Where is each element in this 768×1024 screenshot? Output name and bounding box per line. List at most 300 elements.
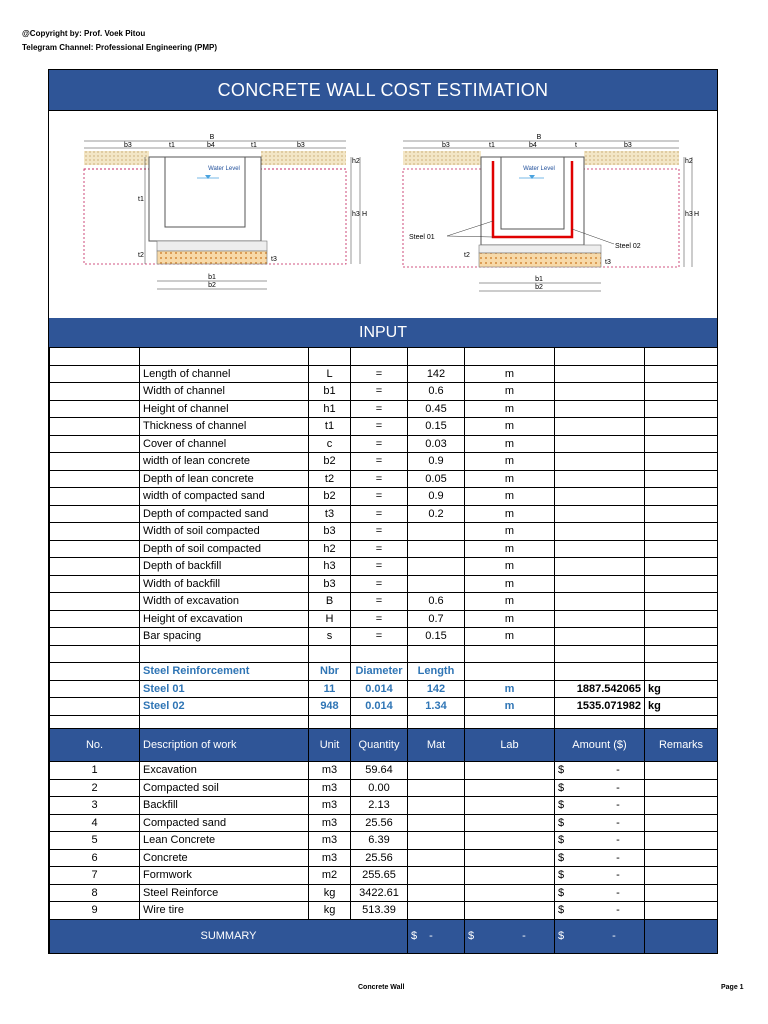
input-row <box>50 470 718 488</box>
work-description: Formwork <box>140 867 309 885</box>
work-lab <box>465 797 555 815</box>
cost-table <box>49 728 718 954</box>
input-description: Width of channel <box>140 383 309 401</box>
work-remarks <box>645 779 718 797</box>
work-remarks <box>645 762 718 780</box>
input-description: Depth of compacted sand <box>140 505 309 523</box>
input-value: 0.9 <box>408 488 465 506</box>
sheet-title: CONCRETE WALL COST ESTIMATION <box>49 70 717 110</box>
input-symbol: h2 <box>309 540 351 558</box>
dim-label-t3: t3 <box>271 256 277 263</box>
amount-cell <box>555 849 645 867</box>
work-quantity: 0.00 <box>351 779 408 797</box>
dim-label-t1: t1 <box>489 142 495 149</box>
input-unit: m <box>465 400 555 418</box>
input-equals: = <box>351 435 408 453</box>
work-number: 4 <box>50 814 140 832</box>
currency-symbol: $ <box>558 886 565 899</box>
input-description: Depth of lean concrete <box>140 470 309 488</box>
empty-cell <box>555 505 645 523</box>
work-row <box>50 762 718 780</box>
header-description: Description of work <box>140 729 309 762</box>
work-unit: m3 <box>309 849 351 867</box>
input-description: Width of excavation <box>140 593 309 611</box>
work-lab <box>465 867 555 885</box>
work-quantity: 59.64 <box>351 762 408 780</box>
currency-symbol: $ <box>468 930 475 942</box>
input-symbol: h3 <box>309 558 351 576</box>
work-lab <box>465 849 555 867</box>
work-row <box>50 832 718 850</box>
empty-cell <box>50 383 140 401</box>
empty-cell <box>555 488 645 506</box>
input-equals: = <box>351 505 408 523</box>
amount-cell <box>555 779 645 797</box>
empty-cell <box>309 645 351 663</box>
work-quantity: 513.39 <box>351 902 408 920</box>
input-equals: = <box>351 365 408 383</box>
input-equals: = <box>351 418 408 436</box>
input-row <box>50 523 718 541</box>
input-row <box>50 400 718 418</box>
work-row <box>50 867 718 885</box>
input-row <box>50 488 718 506</box>
input-row <box>50 453 718 471</box>
empty-cell <box>555 383 645 401</box>
summary-value: - <box>429 930 433 942</box>
amount-value: - <box>616 781 620 794</box>
steel-row <box>50 680 718 698</box>
input-value <box>408 523 465 541</box>
work-description: Concrete <box>140 849 309 867</box>
empty-cell <box>351 645 408 663</box>
work-quantity: 25.56 <box>351 849 408 867</box>
amount-cell <box>555 832 645 850</box>
header-remarks: Remarks <box>645 729 718 762</box>
work-number: 3 <box>50 797 140 815</box>
input-unit: m <box>465 470 555 488</box>
input-equals: = <box>351 575 408 593</box>
work-row <box>50 884 718 902</box>
empty-cell <box>50 593 140 611</box>
input-table <box>49 347 718 733</box>
steel-weight: 1535.071982 <box>555 698 645 716</box>
empty-cell <box>555 663 645 681</box>
input-symbol: b3 <box>309 523 351 541</box>
work-number: 9 <box>50 902 140 920</box>
amount-value: - <box>616 904 620 917</box>
steel-name: Steel 02 <box>140 698 309 716</box>
work-lab <box>465 762 555 780</box>
dim-label-t3: t3 <box>605 259 611 266</box>
amount-cell <box>555 867 645 885</box>
work-description: Wire tire <box>140 902 309 920</box>
input-unit: m <box>465 505 555 523</box>
work-unit: m2 <box>309 867 351 885</box>
steel-header-diameter: Diameter <box>351 663 408 681</box>
input-symbol: L <box>309 365 351 383</box>
amount-value: - <box>616 851 620 864</box>
input-description: Width of backfill <box>140 575 309 593</box>
input-symbol: H <box>309 610 351 628</box>
input-symbol: b1 <box>309 383 351 401</box>
steel-diameter: 0.014 <box>351 680 408 698</box>
input-symbol: b3 <box>309 575 351 593</box>
input-symbol: c <box>309 435 351 453</box>
summary-mat <box>408 919 465 953</box>
footer-page-number: Page 1 <box>721 984 744 991</box>
input-description: Depth of soil compacted <box>140 540 309 558</box>
work-quantity: 2.13 <box>351 797 408 815</box>
work-unit: m3 <box>309 814 351 832</box>
empty-cell <box>645 610 718 628</box>
empty-cell <box>645 540 718 558</box>
dim-label-b2: b2 <box>535 284 543 291</box>
empty-cell <box>645 628 718 646</box>
empty-cell <box>645 453 718 471</box>
work-unit: m3 <box>309 797 351 815</box>
cross-section-drawings <box>49 110 717 319</box>
dim-label-h2: h2 <box>685 158 693 165</box>
input-symbol: b2 <box>309 453 351 471</box>
empty-cell <box>645 593 718 611</box>
empty-cell <box>50 453 140 471</box>
work-row <box>50 797 718 815</box>
empty-cell <box>555 470 645 488</box>
input-equals: = <box>351 400 408 418</box>
dim-label-b4: b4 <box>529 142 537 149</box>
work-quantity: 255.65 <box>351 867 408 885</box>
input-section-title: INPUT <box>49 318 717 347</box>
water-level-label: Water Level <box>523 166 555 172</box>
input-unit: m <box>465 540 555 558</box>
input-unit: m <box>465 593 555 611</box>
input-unit: m <box>465 418 555 436</box>
steel-header-row <box>50 663 718 681</box>
steel-name: Steel 01 <box>140 680 309 698</box>
empty-cell <box>555 523 645 541</box>
work-quantity: 6.39 <box>351 832 408 850</box>
work-remarks <box>645 797 718 815</box>
empty-cell <box>645 523 718 541</box>
work-unit: kg <box>309 902 351 920</box>
empty-cell <box>645 383 718 401</box>
currency-symbol: $ <box>558 816 565 829</box>
header-no: No. <box>50 729 140 762</box>
work-remarks <box>645 867 718 885</box>
input-symbol: t1 <box>309 418 351 436</box>
input-unit: m <box>465 488 555 506</box>
input-value: 0.05 <box>408 470 465 488</box>
input-value: 0.7 <box>408 610 465 628</box>
input-row <box>50 610 718 628</box>
work-remarks <box>645 832 718 850</box>
input-row <box>50 558 718 576</box>
input-description: Width of soil compacted <box>140 523 309 541</box>
input-row <box>50 540 718 558</box>
work-lab <box>465 832 555 850</box>
empty-cell <box>555 435 645 453</box>
dim-label-b3-right: b3 <box>297 142 305 149</box>
work-row <box>50 849 718 867</box>
empty-cell <box>555 400 645 418</box>
work-row <box>50 902 718 920</box>
empty-cell <box>50 435 140 453</box>
work-mat <box>408 902 465 920</box>
channel-text: Telegram Channel: Professional Engineering (PMP) <box>22 43 217 52</box>
currency-symbol: $ <box>558 869 565 882</box>
input-description: Thickness of channel <box>140 418 309 436</box>
empty-cell <box>645 505 718 523</box>
empty-cell <box>50 663 140 681</box>
summary-label: SUMMARY <box>50 919 408 953</box>
dim-label-b1: b1 <box>535 276 543 283</box>
dim-label-t2: t2 <box>464 252 470 259</box>
work-number: 2 <box>50 779 140 797</box>
empty-cell <box>50 470 140 488</box>
dim-label-b3: b3 <box>124 142 132 149</box>
empty-cell <box>645 418 718 436</box>
empty-cell <box>465 663 555 681</box>
currency-symbol: $ <box>558 764 565 777</box>
amount-value: - <box>616 764 620 777</box>
steel-header-length: Length <box>408 663 465 681</box>
work-mat <box>408 797 465 815</box>
empty-cell <box>50 628 140 646</box>
header-quantity: Quantity <box>351 729 408 762</box>
dim-label-h2: h2 <box>352 158 360 165</box>
empty-cell <box>50 698 140 716</box>
header-mat: Mat <box>408 729 465 762</box>
steel-length: 1.34 <box>408 698 465 716</box>
input-symbol: s <box>309 628 351 646</box>
input-equals: = <box>351 470 408 488</box>
input-value: 0.6 <box>408 383 465 401</box>
header-lab: Lab <box>465 729 555 762</box>
input-description: width of lean concrete <box>140 453 309 471</box>
dim-label-b3: b3 <box>442 142 450 149</box>
work-mat <box>408 884 465 902</box>
input-row <box>50 365 718 383</box>
input-description: Length of channel <box>140 365 309 383</box>
summary-row <box>50 919 718 953</box>
work-number: 6 <box>50 849 140 867</box>
dim-label-H: H <box>694 211 700 218</box>
empty-cell <box>50 558 140 576</box>
work-description: Compacted soil <box>140 779 309 797</box>
input-equals: = <box>351 593 408 611</box>
input-description: Bar spacing <box>140 628 309 646</box>
empty-cell <box>50 523 140 541</box>
amount-cell <box>555 797 645 815</box>
input-value: 0.15 <box>408 418 465 436</box>
empty-cell <box>645 470 718 488</box>
input-unit: m <box>465 575 555 593</box>
empty-cell <box>465 645 555 663</box>
input-equals: = <box>351 540 408 558</box>
currency-symbol: $ <box>558 904 565 917</box>
summary-value: - <box>612 930 616 942</box>
input-value: 0.2 <box>408 505 465 523</box>
amount-value: - <box>616 869 620 882</box>
steel-weight-unit: kg <box>645 698 718 716</box>
work-mat <box>408 867 465 885</box>
dim-label-B: B <box>209 134 215 141</box>
water-level-label: Water Level <box>208 166 240 172</box>
dim-label-b1: b1 <box>208 274 216 281</box>
empty-cell <box>645 435 718 453</box>
input-equals: = <box>351 383 408 401</box>
summary-remarks <box>645 919 718 953</box>
empty-cell <box>645 400 718 418</box>
cost-header-row <box>50 729 718 762</box>
dim-label-t2: t2 <box>138 252 144 259</box>
empty-cell <box>50 610 140 628</box>
blank-row <box>50 645 718 663</box>
work-lab <box>465 902 555 920</box>
work-number: 7 <box>50 867 140 885</box>
copyright-text: @Copyright by: Prof. Voek Pitou <box>22 29 146 38</box>
input-row <box>50 593 718 611</box>
currency-symbol: $ <box>411 930 418 942</box>
work-lab <box>465 814 555 832</box>
amount-value: - <box>616 886 620 899</box>
header-amount: Amount ($) <box>555 729 645 762</box>
input-unit: m <box>465 383 555 401</box>
dim-label-b2: b2 <box>208 282 216 289</box>
work-row <box>50 814 718 832</box>
dim-label-h3: h3 <box>685 211 693 218</box>
work-mat <box>408 762 465 780</box>
input-symbol: b2 <box>309 488 351 506</box>
input-equals: = <box>351 453 408 471</box>
empty-cell <box>50 680 140 698</box>
work-unit: m3 <box>309 762 351 780</box>
work-remarks <box>645 849 718 867</box>
currency-symbol: $ <box>558 851 565 864</box>
input-value <box>408 540 465 558</box>
work-description: Steel Reinforce <box>140 884 309 902</box>
input-row <box>50 575 718 593</box>
input-equals: = <box>351 558 408 576</box>
input-row <box>50 383 718 401</box>
work-description: Compacted sand <box>140 814 309 832</box>
empty-cell <box>645 645 718 663</box>
steel-header-label: Steel Reinforcement <box>140 663 309 681</box>
header-unit: Unit <box>309 729 351 762</box>
input-value: 142 <box>408 365 465 383</box>
amount-cell <box>555 902 645 920</box>
empty-cell <box>140 645 309 663</box>
dim-label-B: B <box>536 134 542 141</box>
work-description: Excavation <box>140 762 309 780</box>
work-mat <box>408 779 465 797</box>
steel-number: 11 <box>309 680 351 698</box>
amount-value: - <box>616 834 620 847</box>
dim-label-b4: b4 <box>207 142 215 149</box>
steel-header-nbr: Nbr <box>309 663 351 681</box>
work-number: 5 <box>50 832 140 850</box>
input-description: Height of channel <box>140 400 309 418</box>
empty-cell <box>50 645 140 663</box>
steel-unit: m <box>465 680 555 698</box>
work-mat <box>408 832 465 850</box>
steel-number: 948 <box>309 698 351 716</box>
steel-weight: 1887.542065 <box>555 680 645 698</box>
empty-cell <box>50 505 140 523</box>
input-unit: m <box>465 558 555 576</box>
input-description: width of compacted sand <box>140 488 309 506</box>
steel-01-label: Steel 01 <box>409 234 435 241</box>
empty-cell <box>555 558 645 576</box>
input-equals: = <box>351 523 408 541</box>
work-unit: m3 <box>309 832 351 850</box>
left-section-drawing <box>84 134 367 289</box>
empty-cell <box>555 628 645 646</box>
empty-cell <box>645 488 718 506</box>
input-symbol: t3 <box>309 505 351 523</box>
input-description: Cover of channel <box>140 435 309 453</box>
empty-cell <box>555 575 645 593</box>
dim-label-b3-right: b3 <box>624 142 632 149</box>
empty-cell <box>555 365 645 383</box>
input-symbol: h1 <box>309 400 351 418</box>
dim-label-t1-right: t1 <box>251 142 257 149</box>
dim-label-H: H <box>362 211 368 218</box>
input-value: 0.03 <box>408 435 465 453</box>
currency-symbol: $ <box>558 781 565 794</box>
currency-symbol: $ <box>558 930 565 942</box>
work-remarks <box>645 902 718 920</box>
steel-unit: m <box>465 698 555 716</box>
estimation-sheet <box>48 69 718 954</box>
work-mat <box>408 849 465 867</box>
currency-symbol: $ <box>558 799 565 812</box>
input-row <box>50 435 718 453</box>
input-value: 0.6 <box>408 593 465 611</box>
work-number: 8 <box>50 884 140 902</box>
input-unit: m <box>465 610 555 628</box>
input-unit: m <box>465 628 555 646</box>
empty-cell <box>50 488 140 506</box>
empty-cell <box>555 540 645 558</box>
input-equals: = <box>351 610 408 628</box>
empty-cell <box>408 645 465 663</box>
input-value <box>408 558 465 576</box>
input-symbol: B <box>309 593 351 611</box>
input-description: Height of excavation <box>140 610 309 628</box>
input-equals: = <box>351 628 408 646</box>
work-quantity: 25.56 <box>351 814 408 832</box>
steel-weight-unit: kg <box>645 680 718 698</box>
work-remarks <box>645 884 718 902</box>
amount-value: - <box>616 816 620 829</box>
input-unit: m <box>465 435 555 453</box>
input-value <box>408 575 465 593</box>
work-lab <box>465 779 555 797</box>
empty-cell <box>50 365 140 383</box>
input-unit: m <box>465 523 555 541</box>
blank-row <box>50 348 718 366</box>
input-value: 0.45 <box>408 400 465 418</box>
empty-cell <box>50 540 140 558</box>
empty-cell <box>645 575 718 593</box>
empty-cell <box>555 593 645 611</box>
work-mat <box>408 814 465 832</box>
steel-row <box>50 698 718 716</box>
steel-diameter: 0.014 <box>351 698 408 716</box>
currency-symbol: $ <box>558 834 565 847</box>
